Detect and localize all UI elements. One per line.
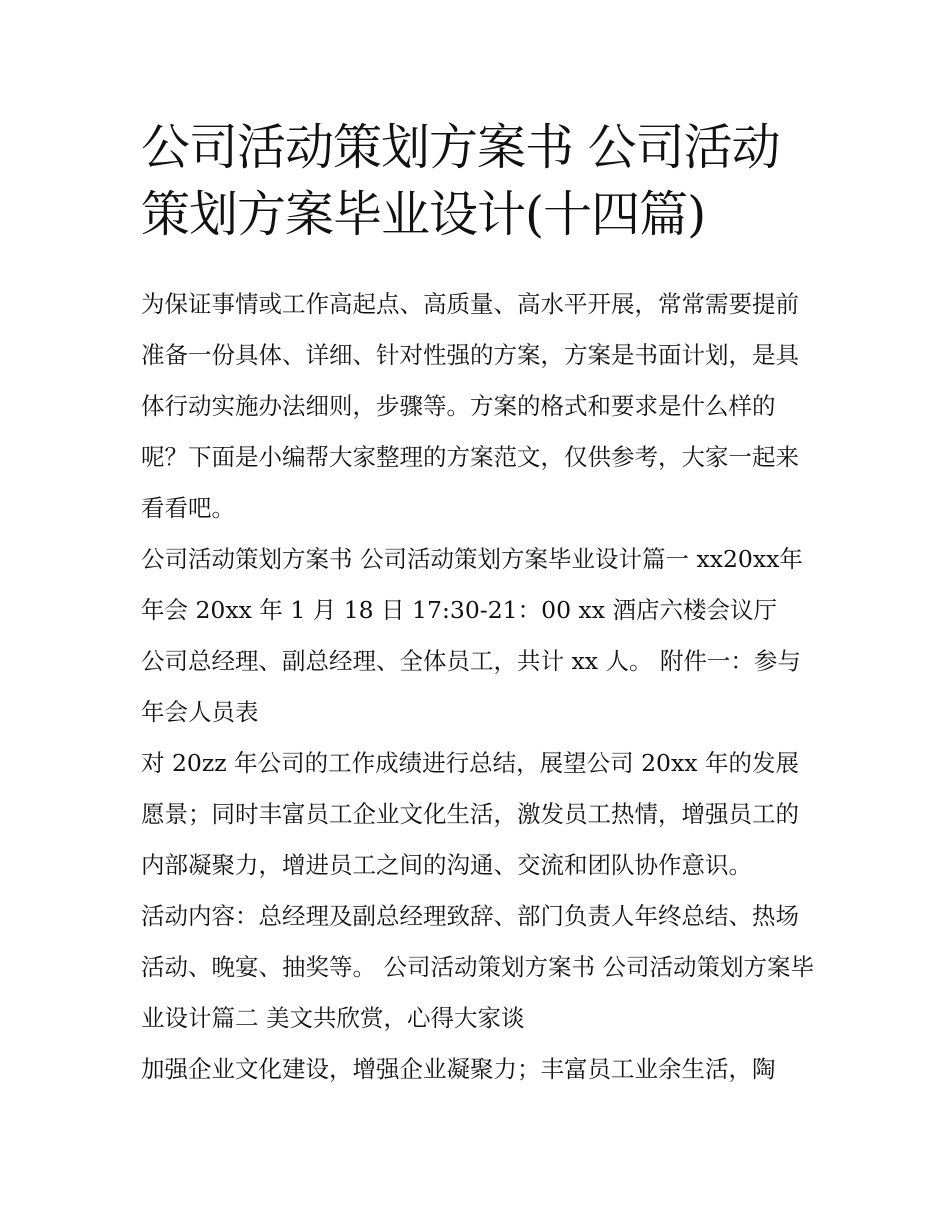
paragraph-part-one-event: 公司活动策划方案书 公司活动策划方案毕业设计篇一 xx20xx年年会 20xx 年 1 月 18 日 17:30-21：00 xx 酒店六楼会议厅	[141, 545, 803, 624]
paragraph-participants: 公司总经理、副总经理、全体员工，共计 xx 人。 附件一：参与年会人员表	[141, 647, 801, 726]
paragraph-activity-content: 活动内容：总经理及副总经理致辞、部门负责人年终总结、热场活动、晚宴、抽奖等。 公司活动策划方案书 公司活动策划方案毕业设计篇二 美文共欣赏，心得大家谈	[141, 902, 814, 1032]
paragraph-purpose: 对 20zz 年公司的工作成绩进行总结，展望公司 20xx 年的发展愿景；同时丰富员工企业文化生活，激发员工热情，增强员工的内部凝聚力，增进员工之间的沟通、交流和团队协作意识。	[141, 749, 799, 879]
paragraph-intro: 为保证事情或工作高起点、高质量、高水平开展，常常需要提前准备一份具体、详细、针对性强的方案，方案是书面计划，是具体行动实施办法细则，步骤等。方案的格式和要求是什么样的呢？下面是小编帮大家整理的方案范文，仅供参考，大家一起来看看吧。	[141, 290, 799, 522]
document-title: 公司活动策划方案书 公司活动策划方案毕业设计(十四篇)	[141, 119, 780, 243]
paragraph-part-two-start: 加强企业文化建设，增强企业凝聚力；丰富员工业余生活，陶	[141, 1055, 776, 1083]
document-body	[141, 279, 821, 1095]
